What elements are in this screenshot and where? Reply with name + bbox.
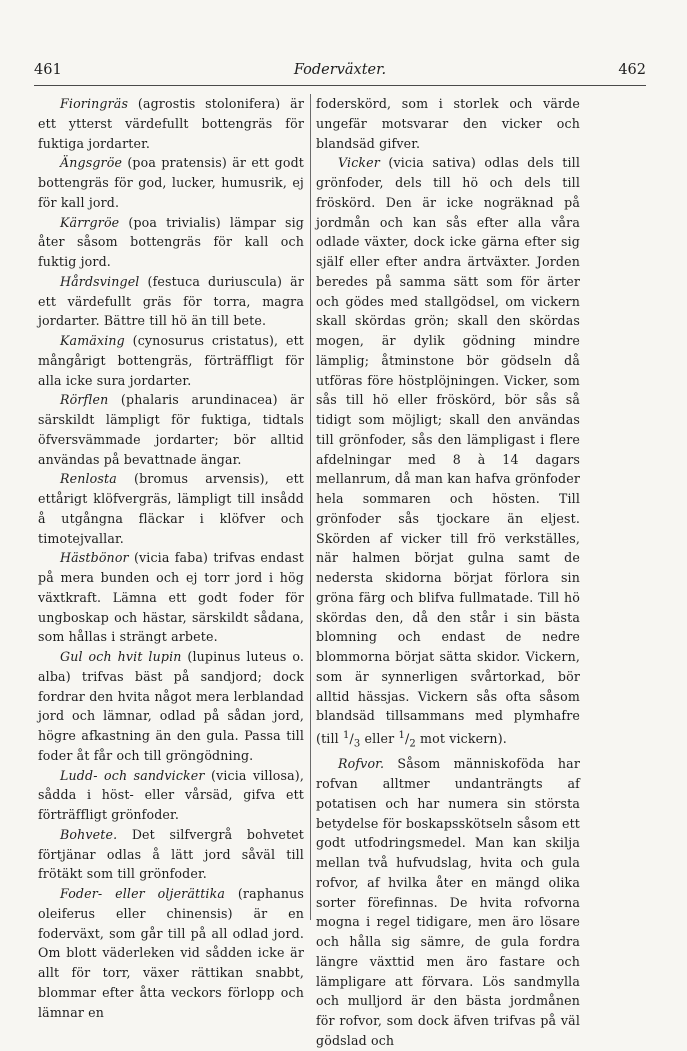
- column-divider: [310, 94, 311, 920]
- paragraph-text: (raphanus oleiferus eller chinensis) är en foderväxt, som går till på all odlad jord. Om blott väderleken vid sådden icke är allt för torr, växer rättikan snabbt, blommar efter åtta veckors förlopp och lämnar en: [38, 886, 305, 1020]
- paragraph-text: (bromus arvensis), ett ettårigt klöfvergräs, lämpligt till insådd å utgångna fläckar i klöfver och timotejvallar.: [38, 471, 304, 546]
- paragraph-text: (poa trivialis) lämpar sig åter såsom bottengräs för kall och fuktig jord.: [38, 214, 304, 269]
- paragraph-text: (festuca duriuscula) är ett värdefullt gräs för torra, magra jordarter. Bättre till hö än till bete.: [38, 273, 304, 329]
- paragraph-text: (lupinus luteus o. alba) trifvas bäst på sandjord; dock fordrar den hvita något mera lerblandad jord och lämnar, odlad på sådan jord, högre afkastning än den gula. Passa till foder åt får och till gröngödning.: [38, 649, 304, 763]
- plant-name: Renlosta: [60, 471, 117, 487]
- continued-paragraph: foderskörd, som i storlek och värde ungefär motsvarar den vicker och blandsäd gifver.: [316, 96, 580, 151]
- header-rule: [34, 85, 646, 86]
- page-number-left: 461: [34, 62, 62, 78]
- fraction-numerator: 1: [398, 730, 405, 741]
- fraction-numerator: 1: [342, 730, 350, 741]
- plant-name: Kamäxing: [60, 333, 125, 348]
- paragraph: [38, 884, 304, 1022]
- fraction-denominator: 2: [409, 738, 416, 750]
- left-column: [38, 94, 304, 1022]
- plant-name: Bohvete.: [60, 826, 118, 842]
- paragraph-text: (phalaris arundinacea) är särskildt lämpligt för fuktiga, tidtals öfversvämmade jordarter; bör alltid användas på bevattnade ängar.: [38, 392, 304, 467]
- paragraph: [316, 754, 580, 1050]
- paragraph-text: (agrostis stolonifera) är ett ytterst värdefullt bottengräs för fuktiga jordarter.: [38, 96, 304, 151]
- paragraph: [38, 548, 304, 647]
- paragraph-text: (vicia faba) trifvas endast på mera bunden och ej torr jord i hög växtkraft. Lämna ett godt foder för ungboskap och hästar, särskildt sådana, som hållas i strängt arbete.: [38, 550, 304, 645]
- right-column: [316, 94, 580, 1051]
- paragraph-text: Såsom människoföda har rofvan alltmer undanträngts af potatisen och har numera sin största betydelse för boskapsskötseln såsom ett godt utfodringsmedel. Man kan skilja mellan två hufvudslag, hvita och gula rofvor, af hvilka åter en mängd olika sorter förefinnas. De hvita rofvorna mogna i regel tidigare, men äro lösare och hålla sig sämre, de gula fordra längre växttid men äro fastare och lämpligare att förvara. Lös sandmylla och mulljord är den bästa jordmånen för rofvor, som dock äfven trifvas på väl gödslad och: [316, 756, 580, 1048]
- paragraph-text: (vicia sativa) odlas dels till grönfoder, dels till hö och dels till fröskörd. Den är icke nogräknad på jordmån och kan sås efter alla våra odlade växter, dock icke gärna efter sig själf eller efter andra ärtväxter. Jorden beredes på samma sätt som för ärter och gödes med stallgödsel, om vickern skall skördas grön; skall den skördas mogen, är dylik gödning mindre lämplig; åtminstone bör gödseln då utföras före höstplöjningen. Vicker, som sås till hö eller fröskörd, bör sås så tidigt som möjligt; skall den användas till grönfoder, sås den lämpligast i flere afdelningar med 8 à 14 dagars mellanrum, då man kan hafva grönfoder hela sommaren och hösten. Till grönfoder sås tjockare än eljest. Skörden af vicker till frö verkställes, när halmen börjat gulna samt de nedersta skidorna börjat förlora sin gröna färg och blifva fullmatade. Till hö skördas den, då den står i sin bästa blomning och endast de nedre blommorna börjat sätta skidor. Vickern, som är synnerligen svårtorkad, bör alltid hässjas. Vickern sås ofta såsom blandsäd tillsammans med plymhafre (till: [316, 155, 580, 747]
- paragraph: [38, 153, 304, 212]
- plant-name: Ängsgröe: [60, 155, 123, 171]
- paragraph-text: Det silfvergrå bohvetet förtjänar odlas å lätt jord såväl till frötäkt som till grönfoder.: [38, 826, 304, 882]
- paragraph: [38, 647, 304, 766]
- paragraph: [38, 469, 304, 548]
- paragraph: [38, 390, 304, 469]
- paragraph-text: (poa pratensis) är ett godt bottengräs för god, lucker, humusrik, ej för kall jord.: [38, 155, 304, 210]
- plant-name: Rörflen: [60, 392, 109, 408]
- paragraph-text: (cynosurus cristatus), ett mångårigt bottengräs, förträffligt för alla icke sura jordarter.: [38, 333, 304, 388]
- plant-name: Kärrgröe: [60, 214, 120, 230]
- plant-name: Vicker: [338, 155, 380, 171]
- page-title: Foderväxter.: [293, 62, 387, 78]
- paragraph-text: mot vickern).: [415, 731, 507, 747]
- paragraph: [38, 272, 304, 331]
- running-header: [34, 62, 646, 82]
- paragraph-text: (vicia villosa), sådda i höst- eller vårsäd, gifva ett förträffligt grönfoder.: [38, 767, 304, 822]
- paragraph-text: eller: [360, 731, 399, 747]
- paragraph: Vicker (vicia sativa) odlas dels till grönfoder, dels till hö och dels till fröskörd. Den är icke nogräknad på jordmån och kan sås efter alla våra odlade växter, dock icke gärna efter sig själf eller efter andra ärtväxter. Jorden beredes på samma sätt som för ärter och gödes med stallgödsel, om vickern skall skördas grön; skall den skördas mogen, är dylik gödning mindre lämplig; åtminstone bör gödseln då utföras före höstplöjningen. Vicker, som sås till hö eller fröskörd, bör sås så tidigt som möjligt; skall den användas till grönfoder, sås den lämpligast i flere afdelningar med 8 à 14 dagars mellanrum, då man kan hafva grönfoder hela sommaren och hösten. Till grönfoder sås tjockare än eljest. Skörden af vicker till frö verkställes, när halmen börjat gulna samt de nedersta skidorna börjat förlora sin gröna färg och blifva fullmatade. Till hö skördas den, då den står i sin bästa blomning och endast de nedre blommorna börjat sätta skidor. Vickern, som är synnerligen svårtorkad, bör alltid hässjas. Vickern sås ofta såsom blandsäd tillsammans med plymhafre (till $^1/_3$ eller $^1/_2$ mot vickern).: [316, 155, 580, 750]
- plant-name: Foder- eller oljerättika: [60, 886, 226, 901]
- page-number-right: 462: [618, 62, 646, 78]
- paragraph: [38, 766, 304, 825]
- plant-name: Fioringräs: [60, 96, 129, 111]
- plant-name: Hårdsvingel: [60, 273, 140, 289]
- fraction-denominator: 3: [353, 738, 361, 750]
- paragraph: [38, 213, 304, 272]
- plant-name: Gul och hvit lupin: [60, 649, 182, 664]
- paragraph: [38, 331, 304, 390]
- plant-name: Rofvor.: [338, 756, 385, 772]
- paragraph: [38, 94, 304, 153]
- plant-name: Ludd- och sandvicker: [60, 767, 205, 783]
- plant-name: Hästbönor: [60, 550, 129, 566]
- paragraph: [38, 825, 304, 884]
